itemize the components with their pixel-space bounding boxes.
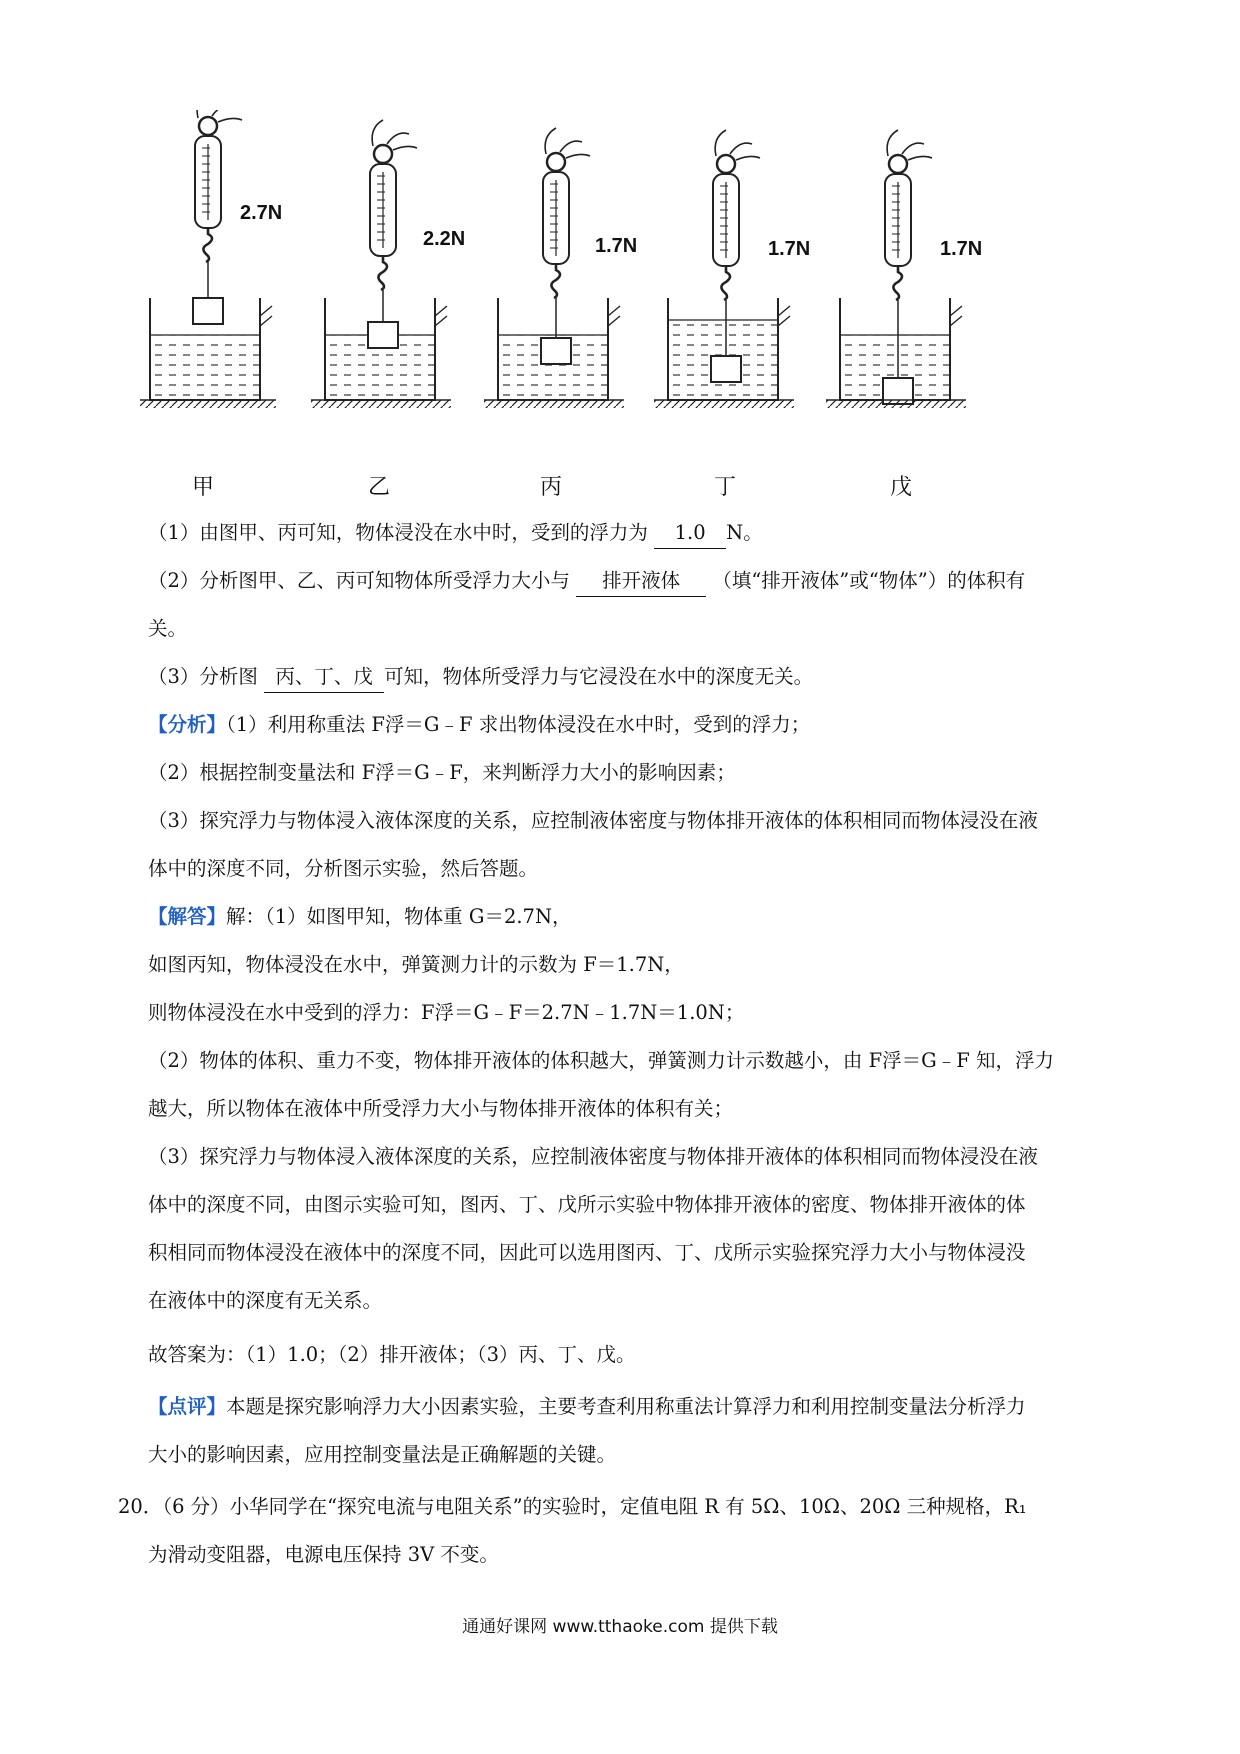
ground-ding	[654, 400, 794, 408]
reading-jia: 2.7N	[240, 202, 283, 224]
ground-wu	[826, 400, 966, 408]
q3-text-after: 可知，物体所受浮力与它浸没在水中的深度无关。	[384, 665, 814, 688]
q1-unit: N。	[726, 521, 763, 544]
q2-text: （2）分析图甲、乙、丙可知物体所受浮力大小与	[148, 569, 570, 592]
solution-line-2: 如图丙知，物体浸没在水中，弹簧测力计的示数为 F＝1.7N，	[148, 953, 684, 976]
comment-text-1: 本题是探究影响浮力大小因素实验，主要考查利用称重法计算浮力和利用控制变量法分析浮力	[226, 1395, 1026, 1418]
hand-jia	[197, 110, 242, 122]
solution-line-3: 则物体浸没在水中受到的浮力：F浮＝G﹣F＝2.7N﹣1.7N＝1.0N；	[148, 1001, 745, 1024]
ground-jia	[140, 400, 276, 408]
water-jia	[150, 335, 260, 400]
block-jia	[193, 298, 223, 324]
analysis-line-2: （2）根据控制变量法和 F浮＝G﹣F，来判断浮力大小的影响因素；	[148, 761, 736, 784]
q2-answer: 排开液体	[576, 566, 706, 597]
solution-line-5: 越大，所以物体在液体中所受浮力大小与物体排开液体的体积有关；	[148, 1097, 734, 1120]
panel-wu	[826, 130, 966, 408]
block-yi	[368, 322, 398, 348]
panel-ding	[654, 130, 794, 408]
comment-line-1	[148, 1392, 1026, 1422]
solution-line-9: 在液体中的深度有无关系。	[148, 1289, 383, 1312]
panel-label-bing: 丙	[540, 475, 563, 500]
q1-text: （1）由图甲、丙可知，物体浸没在水中时，受到的浮力为	[148, 521, 648, 544]
question-1	[148, 518, 763, 549]
solution-line-1	[148, 902, 572, 932]
q3-text: （3）分析图	[148, 665, 258, 688]
solution-text-1: 解：（1）如图甲知，物体重 G＝2.7N，	[226, 905, 572, 928]
comment-line-2: 大小的影响因素，应用控制变量法是正确解题的关键。	[148, 1443, 617, 1466]
ground-yi	[311, 400, 451, 408]
block-ding	[711, 356, 741, 382]
solution-line-6: （3）探究浮力与物体浸入液体深度的关系，应控制液体密度与物体排开液体的体积相同而物体浸没在液	[148, 1145, 1038, 1168]
analysis-tag: 【分析】	[148, 713, 227, 736]
panel-label-yi: 乙	[368, 475, 391, 500]
ground-bing	[484, 400, 624, 408]
panel-label-wu: 戊	[890, 475, 913, 500]
question-20-line-2: 为滑动变阻器，电源电压保持 3V 不变。	[148, 1543, 499, 1566]
solution-line-10: 故答案为：（1）1.0；（2）排开液体；（3）丙、丁、戊。	[148, 1343, 636, 1366]
block-bing	[541, 338, 571, 364]
analysis-text-1: （1）利用称重法 F浮＝G﹣F 求出物体浸没在水中时，受到的浮力；	[226, 713, 811, 736]
ring-jia	[199, 117, 217, 135]
panel-label-jia: 甲	[192, 475, 215, 500]
ring-yi	[374, 145, 392, 163]
q3-answer: 丙、丁、戊	[264, 662, 384, 693]
question-2-cont: 关。	[148, 617, 188, 640]
q1-answer: 1.0	[654, 518, 726, 549]
hook-yi	[378, 256, 387, 290]
solution-line-8: 积相同而物体浸没在液体中的深度不同，因此可以选用图丙、丁、戊所示实验探究浮力大小与物体浸没	[148, 1241, 1026, 1264]
reading-wu: 1.7N	[940, 238, 983, 260]
experiment-figure	[140, 110, 1120, 510]
hook-wu	[893, 266, 902, 300]
panel-label-ding: 丁	[714, 475, 737, 500]
question-20-line-1: 20．（6 分）小华同学在“探究电流与电阻关系”的实验时，定值电阻 R 有 5Ω、10Ω、20Ω 三种规格，R₁	[118, 1495, 1027, 1518]
figure-drawing	[140, 110, 1120, 440]
analysis-line-3: （3）探究浮力与物体浸入液体深度的关系，应控制液体密度与物体排开液体的体积相同而物体浸没在液	[148, 809, 1038, 832]
ring-bing	[547, 153, 565, 171]
page-footer: 通通好课网 www.tthaoke.com 提供下载	[462, 1617, 778, 1637]
reading-bing: 1.7N	[595, 235, 638, 257]
hook-bing	[551, 264, 560, 298]
panel-bing	[484, 128, 624, 408]
comment-tag: 【点评】	[148, 1395, 227, 1418]
panel-jia	[140, 110, 276, 408]
panel-yi	[311, 120, 451, 408]
ring-wu	[889, 155, 907, 173]
solution-tag: 【解答】	[148, 905, 227, 928]
analysis-line-4: 体中的深度不同，分析图示实验，然后答题。	[148, 857, 539, 880]
reading-ding: 1.7N	[768, 238, 811, 260]
question-3	[148, 662, 813, 693]
q2-text-after: （填“排开液体”或“物体”）的体积有	[712, 569, 1026, 592]
analysis-line-1	[148, 710, 810, 740]
question-2	[148, 566, 1025, 597]
solution-line-4: （2）物体的体积、重力不变，物体排开液体的体积越大，弹簧测力计示数越小，由 F浮＝G﹣F 知，浮力	[148, 1049, 1054, 1072]
hook-ding	[721, 266, 730, 300]
reading-yi: 2.2N	[423, 228, 466, 250]
solution-line-7: 体中的深度不同，由图示实验可知，图丙、丁、戊所示实验中物体排开液体的密度、物体排开液体的体	[148, 1193, 1026, 1216]
hook-jia	[203, 228, 212, 262]
ring-ding	[717, 155, 735, 173]
